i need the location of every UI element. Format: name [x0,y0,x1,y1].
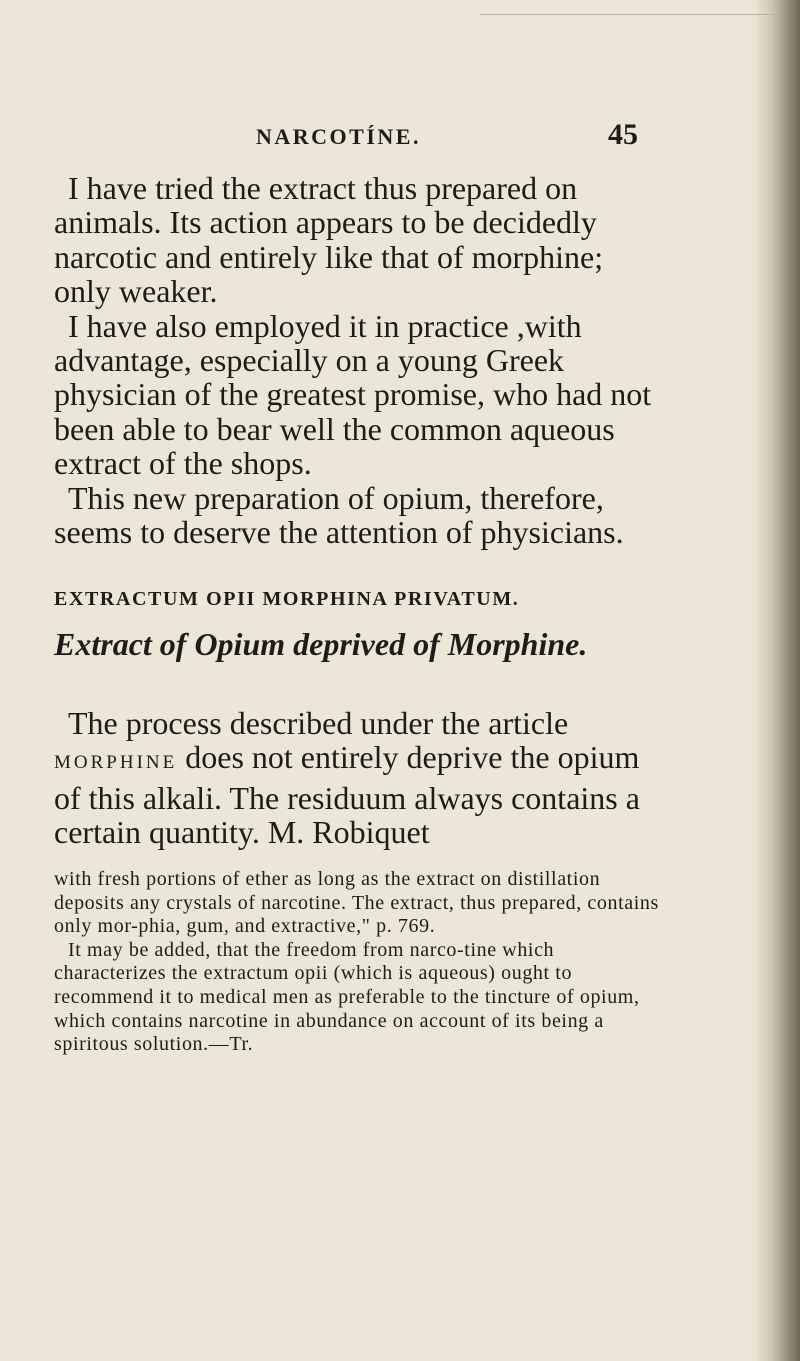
body-text-process [54,706,660,850]
footnote-paragraph-2: It may be added, that the freedom from narco-tine which characterizes the extractum opii (which is aqueous) ought to recommend it to medical men as preferable to the tincture of opium, which contains narcotine in abundance on account of its being a spiritous solution.—Tr. [54,938,640,1056]
page-edge-line [480,14,780,15]
process-lead: The process described under the article [68,705,569,741]
paragraph-animals: I have tried the extract thus prepared on animals. Its action appears to be decidedly narcotic and entirely like that of morphine; only weaker. [54,170,604,310]
running-title: NARCOTÍNE. [256,124,421,149]
running-header [0,118,800,164]
section-heading: EXTRACTUM OPII MORPHINA PRIVATUM. [54,588,520,610]
morphine-smallcaps: MORPHINE [54,752,178,774]
paragraph-practice: I have also employed it in practice ,with advantage, especially on a young Greek physician of the greatest promise, who had not been able to bear well the common aqueous extract of the shops. [54,307,652,482]
page-number: 45 [608,118,638,151]
page-gutter-shadow [756,0,800,1361]
body-text-top [54,171,660,549]
paragraph-conclusion: This new preparation of opium, therefore, seems to deserve the attention of physicians. [54,479,624,551]
paragraph-process [54,706,660,850]
process-rest: does not entirely deprive the opium of this alkali. The residuum always contains a certain quantity. M. Robiquet [54,739,640,851]
footnote-paragraph-1: with fresh portions of ether as long as the extract on distillation deposits any crystals of narcotine. The extract, thus prepared, contains only mor-phia, gum, and extractive," p. 769. [54,868,659,938]
section-subheading: Extract of Opium deprived of Morphine. [54,626,588,662]
footnote [54,868,666,1057]
